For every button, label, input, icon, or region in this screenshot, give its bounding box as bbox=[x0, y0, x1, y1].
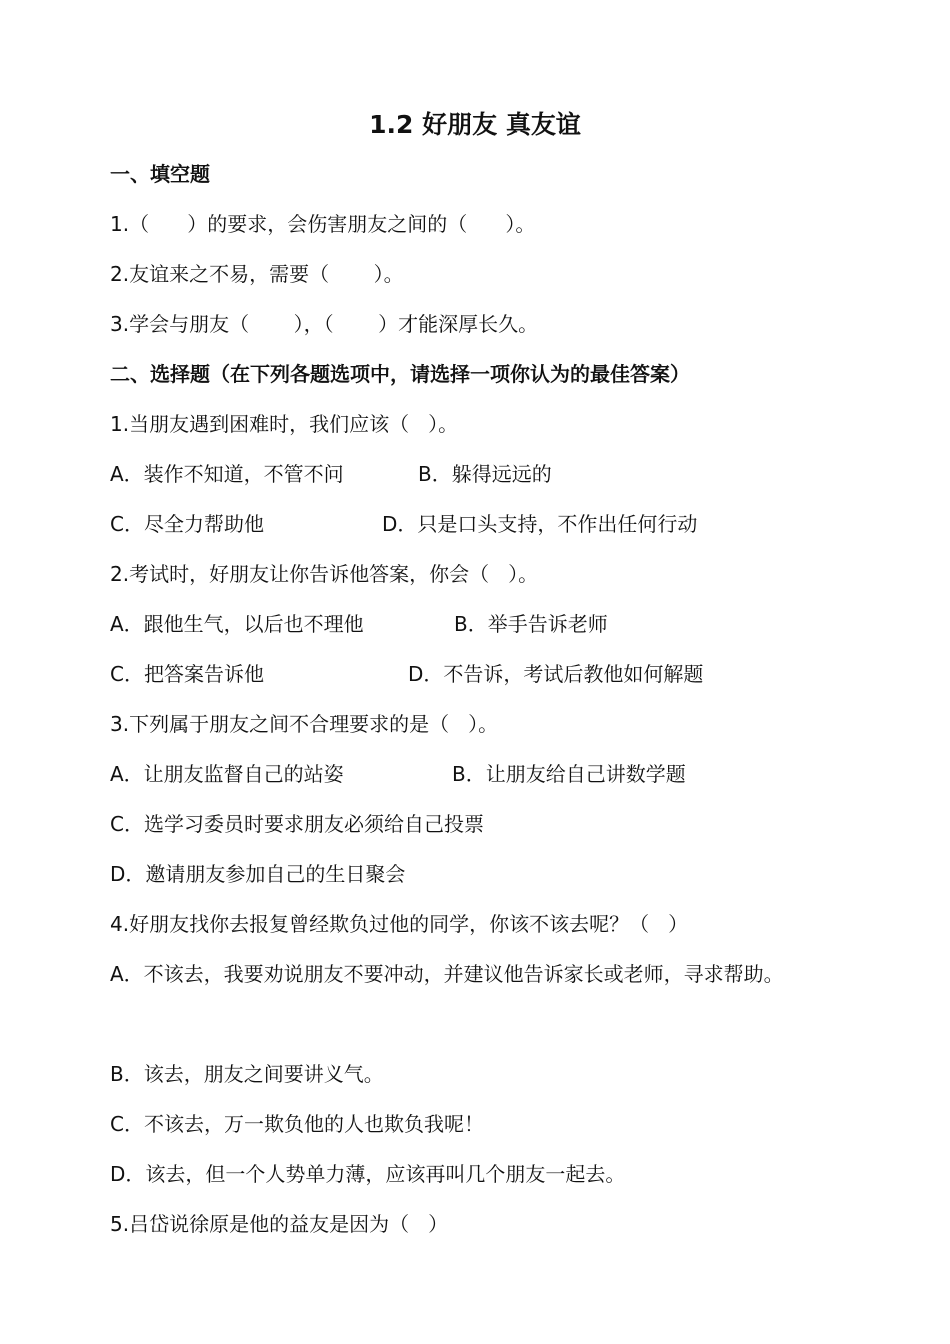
fill-blank-question-1: 1.（ ）的要求，会伤害朋友之间的（ ）。 bbox=[110, 212, 536, 236]
section-heading-fill-blank: 一、填空题 bbox=[110, 162, 210, 186]
choice-question-2-option-a: A．跟他生气，以后也不理他 bbox=[110, 612, 364, 636]
choice-question-2-stem: 2.考试时，好朋友让你告诉他答案，你会（ ）。 bbox=[110, 562, 539, 586]
choice-question-3-option-a: A．让朋友监督自己的站姿 bbox=[110, 762, 344, 786]
choice-question-4-option-a: A．不该去，我要劝说朋友不要冲动，并建议他告诉家长或老师，寻求帮助。 bbox=[110, 962, 784, 986]
choice-question-1-stem: 1.当朋友遇到困难时，我们应该（ ）。 bbox=[110, 412, 459, 436]
fill-blank-question-3: 3.学会与朋友（ ），（ ）才能深厚长久。 bbox=[110, 312, 539, 336]
choice-question-4-option-c: C．不该去，万一欺负他的人也欺负我呢！ bbox=[110, 1112, 484, 1136]
choice-question-4-option-b: B．该去，朋友之间要讲义气。 bbox=[110, 1062, 384, 1086]
choice-question-2-option-b: B．举手告诉老师 bbox=[454, 612, 608, 636]
choice-question-2-option-c: C．把答案告诉他 bbox=[110, 662, 264, 686]
choice-question-3-option-c: C．选学习委员时要求朋友必须给自己投票 bbox=[110, 812, 484, 836]
choice-question-2-option-d: D．不告诉，考试后教他如何解题 bbox=[408, 662, 704, 686]
choice-question-5-stem: 5.吕岱说徐原是他的益友是因为（ ） bbox=[110, 1212, 449, 1236]
choice-question-1-option-a: A．装作不知道，不管不问 bbox=[110, 462, 344, 486]
choice-question-3-option-b: B．让朋友给自己讲数学题 bbox=[452, 762, 686, 786]
choice-question-4-stem: 4.好朋友找你去报复曾经欺负过他的同学，你该不该去呢？（ ） bbox=[110, 912, 689, 936]
choice-question-3-stem: 3.下列属于朋友之间不合理要求的是（ ）。 bbox=[110, 712, 499, 736]
choice-question-1-option-b: B．躲得远远的 bbox=[418, 462, 552, 486]
choice-question-1-option-d: D．只是口头支持，不作出任何行动 bbox=[382, 512, 698, 536]
choice-question-1-option-c: C．尽全力帮助他 bbox=[110, 512, 264, 536]
choice-question-3-option-d: D．邀请朋友参加自己的生日聚会 bbox=[110, 862, 406, 886]
fill-blank-question-2: 2.友谊来之不易，需要（ ）。 bbox=[110, 262, 404, 286]
choice-question-4-option-d: D．该去，但一个人势单力薄，应该再叫几个朋友一起去。 bbox=[110, 1162, 626, 1186]
page-title: 1.2 好朋友 真友谊 bbox=[369, 110, 581, 139]
section-heading-multiple-choice: 二、选择题（在下列各题选项中，请选择一项你认为的最佳答案） bbox=[110, 362, 690, 386]
